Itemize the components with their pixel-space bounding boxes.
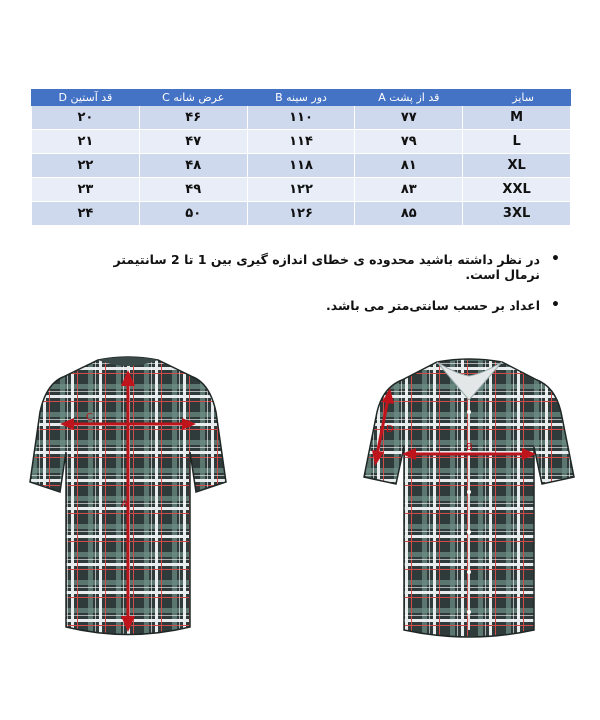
shoulder-cell: ۴۹ bbox=[139, 178, 247, 202]
back-length-cell: ۷۹ bbox=[355, 130, 463, 154]
button-icon bbox=[467, 490, 471, 494]
label-b: B bbox=[466, 442, 473, 453]
table-row bbox=[32, 106, 571, 130]
note-tolerance: • در نظر داشته باشید محدوده ی خطای اندازه گیری بین 1 تا 2 سانتیمتر نرمال است. bbox=[102, 252, 562, 282]
table-row bbox=[32, 130, 571, 154]
chest-cell: ۱۲۲ bbox=[247, 178, 355, 202]
button-icon bbox=[467, 570, 471, 574]
size-cell: L bbox=[463, 130, 571, 154]
button-icon bbox=[467, 530, 471, 534]
shirt-front-diagram bbox=[362, 352, 577, 642]
header-back-length: قد از پشت A bbox=[355, 90, 463, 106]
label-c: C bbox=[86, 412, 93, 423]
notes-list bbox=[102, 252, 562, 329]
header-size: سایز bbox=[463, 90, 571, 106]
chest-cell: ۱۱۰ bbox=[247, 106, 355, 130]
size-cell: XL bbox=[463, 154, 571, 178]
sleeve-cell: ۲۳ bbox=[32, 178, 140, 202]
sleeve-cell: ۲۰ bbox=[32, 106, 140, 130]
shoulder-cell: ۴۸ bbox=[139, 154, 247, 178]
sleeve-cell: ۲۲ bbox=[32, 154, 140, 178]
sleeve-cell: ۲۱ bbox=[32, 130, 140, 154]
label-a: A bbox=[121, 499, 128, 510]
back-length-cell: ۸۳ bbox=[355, 178, 463, 202]
table-header-row bbox=[32, 90, 571, 106]
button-icon bbox=[467, 410, 471, 414]
chest-cell: ۱۱۸ bbox=[247, 154, 355, 178]
shoulder-cell: ۵۰ bbox=[139, 202, 247, 226]
chest-cell: ۱۱۴ bbox=[247, 130, 355, 154]
shirt-back-diagram bbox=[28, 352, 228, 642]
size-cell: M bbox=[463, 106, 571, 130]
back-length-cell: ۸۵ bbox=[355, 202, 463, 226]
back-length-cell: ۸۱ bbox=[355, 154, 463, 178]
chest-cell: ۱۲۶ bbox=[247, 202, 355, 226]
shoulder-cell: ۴۷ bbox=[139, 130, 247, 154]
label-d: D bbox=[386, 424, 394, 435]
table-row bbox=[32, 202, 571, 226]
note-units: • اعداد بر حسب سانتی‌متر می باشد. bbox=[102, 298, 562, 313]
back-length-cell: ۷۷ bbox=[355, 106, 463, 130]
button-icon bbox=[467, 610, 471, 614]
header-shoulder: عرض شانه C bbox=[139, 90, 247, 106]
header-sleeve: قد آستین D bbox=[32, 90, 140, 106]
sleeve-cell: ۲۴ bbox=[32, 202, 140, 226]
size-cell: XXL bbox=[463, 178, 571, 202]
table-row bbox=[32, 178, 571, 202]
shoulder-cell: ۴۶ bbox=[139, 106, 247, 130]
size-cell: 3XL bbox=[463, 202, 571, 226]
header-chest: دور سینه B bbox=[247, 90, 355, 106]
table-row bbox=[32, 154, 571, 178]
size-chart-table bbox=[31, 89, 571, 226]
